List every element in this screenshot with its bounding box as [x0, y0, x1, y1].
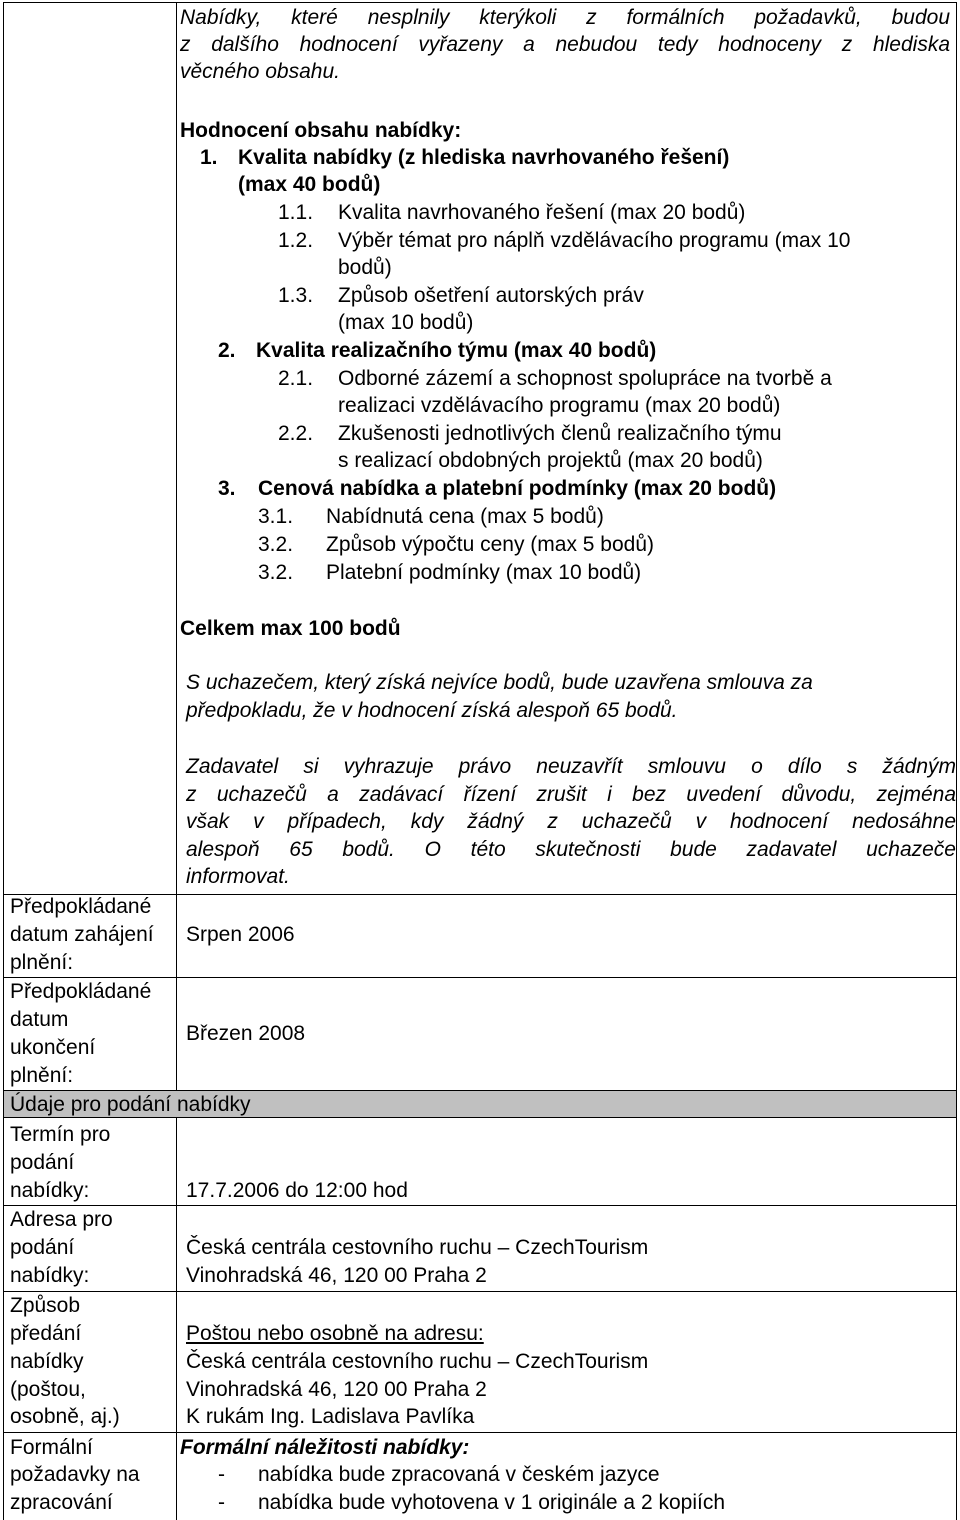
submission-section-header: Údaje pro podání nabídky [10, 1093, 251, 1116]
subcriterion-text: realizaci vzdělávacího programu (max 20 bodů) [338, 394, 781, 417]
subcriterion-number: 3.2. [258, 561, 294, 584]
winner-note: S uchazečem, který získá nejvíce bodů, bude uzavřena smlouva za [186, 671, 813, 694]
method-label: předání [10, 1322, 82, 1345]
reserve-note: Zadavatel si vyhrazuje právo neuzavřít smlouvu o dílo s žádným [186, 755, 956, 778]
subcriterion-text: Platební podmínky (max 10 bodů) [326, 561, 642, 584]
method-value: Česká centrála cestovního ruchu – CzechTourism [186, 1350, 649, 1373]
row-divider [3, 1432, 957, 1433]
subcriterion-number: 1.1. [278, 201, 314, 224]
criterion-number: 3. [218, 477, 236, 500]
start-date-label: Předpokládané [10, 895, 152, 918]
end-date-label: ukončení [10, 1036, 96, 1059]
method-value: Vinohradská 46, 120 00 Praha 2 [186, 1378, 487, 1401]
winner-note: předpokladu, že v hodnocení získá alespoň 65 bodů. [186, 699, 678, 722]
reserve-note: alespoň 65 bodů. O této skutečnosti bude zadavatel uchazeče [186, 838, 956, 861]
subcriterion-number: 2.1. [278, 367, 314, 390]
column-divider-lower [176, 1117, 177, 1520]
subcriterion-text: Kvalita navrhovaného řešení (max 20 bodů) [338, 201, 746, 224]
criterion-number: 2. [218, 339, 236, 362]
reserve-note: z uchazečů a zadávací řízení zrušit i bez uvedení důvodu, zejména [186, 783, 956, 806]
intro-line: Nabídky, které nesplnily kterýkoli z formálních požadavků, budou [180, 6, 950, 29]
intro-line: věcného obsahu. [180, 60, 340, 83]
end-date-label: plnění: [10, 1064, 74, 1087]
criterion-title: Kvalita nabídky (z hlediska navrhovaného řešení) [238, 146, 730, 169]
bullet: - [218, 1491, 225, 1514]
deadline-label: Termín pro [10, 1123, 111, 1146]
reserve-note: však v případech, kdy žádný z uchazečů v hodnocení nedosáhne [186, 810, 956, 833]
intro-line: z dalšího hodnocení vyřazeny a nebudou tedy hodnoceny z hlediska [180, 33, 950, 56]
criterion-number: 1. [200, 146, 218, 169]
criterion-title: Kvalita realizačního týmu (max 40 bodů) [256, 339, 657, 362]
bullet: - [218, 1463, 225, 1486]
column-divider [176, 2, 177, 1092]
address-label: nabídky: [10, 1264, 90, 1287]
formal-item: nabídka bude vyhotovena v 1 originále a 2 kopiích [258, 1491, 725, 1514]
total-points: Celkem max 100 bodů [180, 617, 401, 640]
subcriterion-number: 2.2. [278, 422, 314, 445]
method-value: K rukám Ing. Ladislava Pavlíka [186, 1405, 475, 1428]
formal-label: zpracování [10, 1491, 113, 1514]
deadline-label: nabídky: [10, 1179, 90, 1202]
formal-label: Formální [10, 1436, 93, 1459]
address-label: Adresa pro [10, 1208, 113, 1231]
address-value: Vinohradská 46, 120 00 Praha 2 [186, 1264, 487, 1287]
subcriterion-number: 1.3. [278, 284, 314, 307]
reserve-note: informovat. [186, 865, 290, 888]
end-date-label: Předpokládané [10, 980, 152, 1003]
criteria-heading: Hodnocení obsahu nabídky: [180, 119, 462, 142]
subcriterion-text: bodů) [338, 256, 392, 279]
end-date-label: datum [10, 1008, 69, 1031]
criterion-title: (max 40 bodů) [238, 173, 381, 196]
start-date-label: datum zahájení [10, 923, 154, 946]
formal-heading: Formální náležitosti nabídky: [180, 1436, 470, 1459]
row-divider [3, 1291, 957, 1292]
start-date-value: Srpen 2006 [186, 923, 295, 946]
subcriterion-number: 3.2. [258, 533, 294, 556]
row-divider [3, 1205, 957, 1206]
subcriterion-text: Výběr témat pro náplň vzdělávacího programu (max 10 [338, 229, 851, 252]
subcriterion-number: 3.1. [258, 505, 294, 528]
address-value: Česká centrála cestovního ruchu – CzechTourism [186, 1236, 649, 1259]
address-label: podání [10, 1236, 75, 1259]
method-label: nabídky [10, 1350, 84, 1373]
subcriterion-text: s realizací obdobných projektů (max 20 bodů) [338, 449, 763, 472]
deadline-label: podání [10, 1151, 75, 1174]
subcriterion-number: 1.2. [278, 229, 314, 252]
deadline-value: 17.7.2006 do 12:00 hod [186, 1179, 408, 1202]
subcriterion-text: Odborné zázemí a schopnost spolupráce na tvorbě a [338, 367, 832, 390]
subcriterion-text: Zkušenosti jednotlivých členů realizačního týmu [338, 422, 782, 445]
method-label: Způsob [10, 1294, 81, 1317]
subcriterion-text: (max 10 bodů) [338, 311, 474, 334]
start-date-label: plnění: [10, 951, 74, 974]
subcriterion-text: Nabídnutá cena (max 5 bodů) [326, 505, 604, 528]
formal-item: nabídka bude zpracovaná v českém jazyce [258, 1463, 660, 1486]
criterion-title: Cenová nabídka a platební podmínky (max 20 bodů) [258, 477, 777, 500]
subcriterion-text: Způsob ošetření autorských práv [338, 284, 644, 307]
method-label: osobně, aj.) [10, 1405, 120, 1428]
subcriterion-text: Způsob výpočtu ceny (max 5 bodů) [326, 533, 655, 556]
end-date-value: Březen 2008 [186, 1022, 306, 1045]
method-label: (poštou, [10, 1378, 86, 1401]
method-heading: Poštou nebo osobně na adresu: [186, 1322, 484, 1345]
formal-label: požadavky na [10, 1463, 140, 1486]
